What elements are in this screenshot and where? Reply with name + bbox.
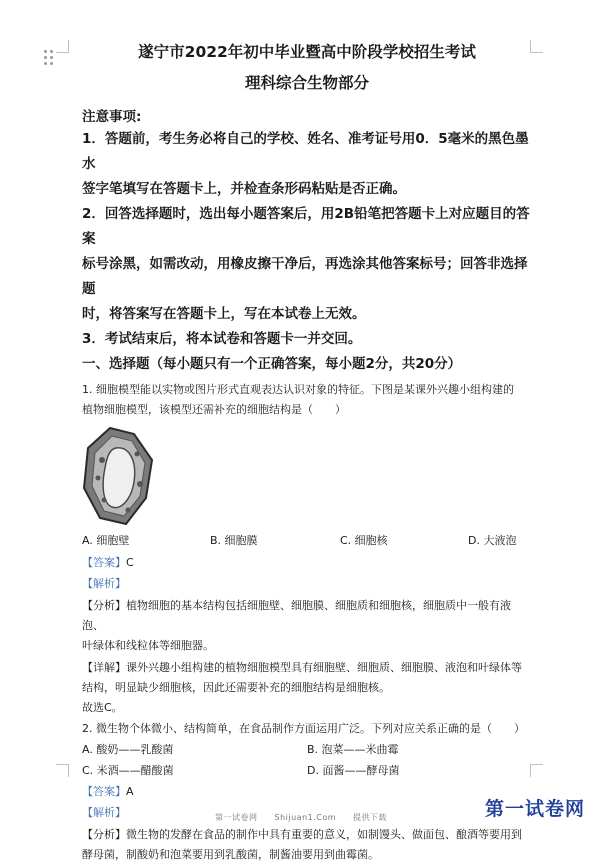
option-c: C. 细胞核 — [340, 534, 388, 547]
q1-answer — [82, 552, 532, 573]
answer-value: C — [126, 556, 134, 569]
option-d: D. 面酱——酵母菌 — [307, 764, 400, 777]
q1-stem: 1. 细胞模型能以实物或图片形式直观表达认识对象的特征。下图是某课外兴趣小组构建的 — [82, 383, 514, 396]
plant-cell-image — [82, 426, 532, 526]
brand-logo: 第一试卷网 — [484, 798, 585, 820]
q1-fenxi — [82, 596, 532, 636]
xiangjie-tag: 【详解】 — [82, 661, 126, 674]
notice-line: 标号涂黑，如需改动，用橡皮擦干净后，再选涂其他答案标号；回答非选择题 — [82, 256, 528, 297]
analysis-tag: 【解析】 — [82, 806, 126, 819]
answer-value: A — [126, 785, 134, 798]
exam-subtitle: 理科综合生物部分 — [244, 74, 369, 92]
q2-options-row1 — [82, 739, 532, 760]
notice-heading: 注意事项: — [82, 109, 142, 125]
drag-handle-icon[interactable] — [44, 50, 54, 66]
notice-line: 时，将答案写在答题卡上，写在本试卷上无效。 — [82, 306, 366, 322]
q2-answer — [82, 781, 532, 802]
q1-xiangjie-cont: 结构，明显缺少细胞核，因此还需要补充的细胞结构是细胞核。 — [82, 681, 390, 694]
notice-line: 2．回答选择题时，选出每小题答案后，用2B铅笔把答题卡上对应题目的答案 — [82, 206, 530, 247]
fenxi-text: 微生物的发酵在食品的制作中具有重要的意义，如制馒头、做面包、酿酒等要用到 — [126, 828, 522, 841]
option-a: A. 酸奶——乳酸菌 — [82, 743, 174, 756]
answer-tag: 【答案】 — [82, 556, 126, 569]
exam-title: 遂宁市2022年初中毕业暨高中阶段学校招生考试 — [138, 43, 476, 61]
q1-conclusion: 故选C。 — [82, 701, 123, 714]
fenxi-text: 植物细胞的基本结构包括细胞壁、细胞膜、细胞质和细胞核，细胞质中一般有液泡、 — [82, 599, 511, 632]
document-body — [82, 40, 532, 865]
answer-tag: 【答案】 — [82, 785, 126, 798]
q2-fenxi-cont: 酵母菌，制酸奶和泡菜要用到乳酸菌，制酱油要用到曲霉菌。 — [82, 848, 379, 861]
option-d: D. 大液泡 — [468, 534, 517, 547]
q1-xiangjie — [82, 658, 532, 678]
analysis-tag: 【解析】 — [82, 577, 126, 590]
q1-fenxi-cont: 叶绿体和线粒体等细胞器。 — [82, 639, 214, 652]
notice-line: 签字笔填写在答题卡上，并检查条形码粘贴是否正确。 — [82, 181, 406, 197]
xiangjie-text: 课外兴趣小组构建的植物细胞模型具有细胞壁、细胞质、细胞膜、液泡和叶绿体等 — [126, 661, 522, 674]
notice-line: 3．考试结束后，将本试卷和答题卡一并交回。 — [82, 331, 362, 347]
option-b: B. 细胞膜 — [210, 534, 258, 547]
page-footer — [0, 798, 599, 828]
option-a: A. 细胞壁 — [82, 534, 130, 547]
option-c: C. 米酒——醋酸菌 — [82, 764, 174, 777]
margin-mark-top-left — [56, 40, 69, 53]
option-b: B. 泡菜——米曲霉 — [307, 743, 399, 756]
q2-stem: 2. 微生物个体微小、结构简单，在食品制作方面运用广泛。下列对应关系正确的是（ ） — [82, 722, 525, 735]
q1-stem: 植物细胞模型，该模型还需补充的细胞结构是（ ） — [82, 403, 346, 416]
footer-text: 第一试卷网 Shijuan1.Com 提供下载 — [215, 813, 388, 822]
section-heading: 一、选择题（每小题只有一个正确答案，每小题2分，共20分） — [82, 356, 462, 372]
fenxi-tag: 【分析】 — [82, 828, 126, 841]
q2-options-row2 — [82, 760, 532, 781]
margin-mark-bottom-left — [56, 764, 69, 777]
q1-options — [82, 530, 532, 552]
notice-line: 1．答题前，考生务必将自己的学校、姓名、准考证号用0．5毫米的黑色墨水 — [82, 131, 529, 172]
q2-fenxi — [82, 825, 532, 845]
fenxi-tag: 【分析】 — [82, 599, 126, 612]
